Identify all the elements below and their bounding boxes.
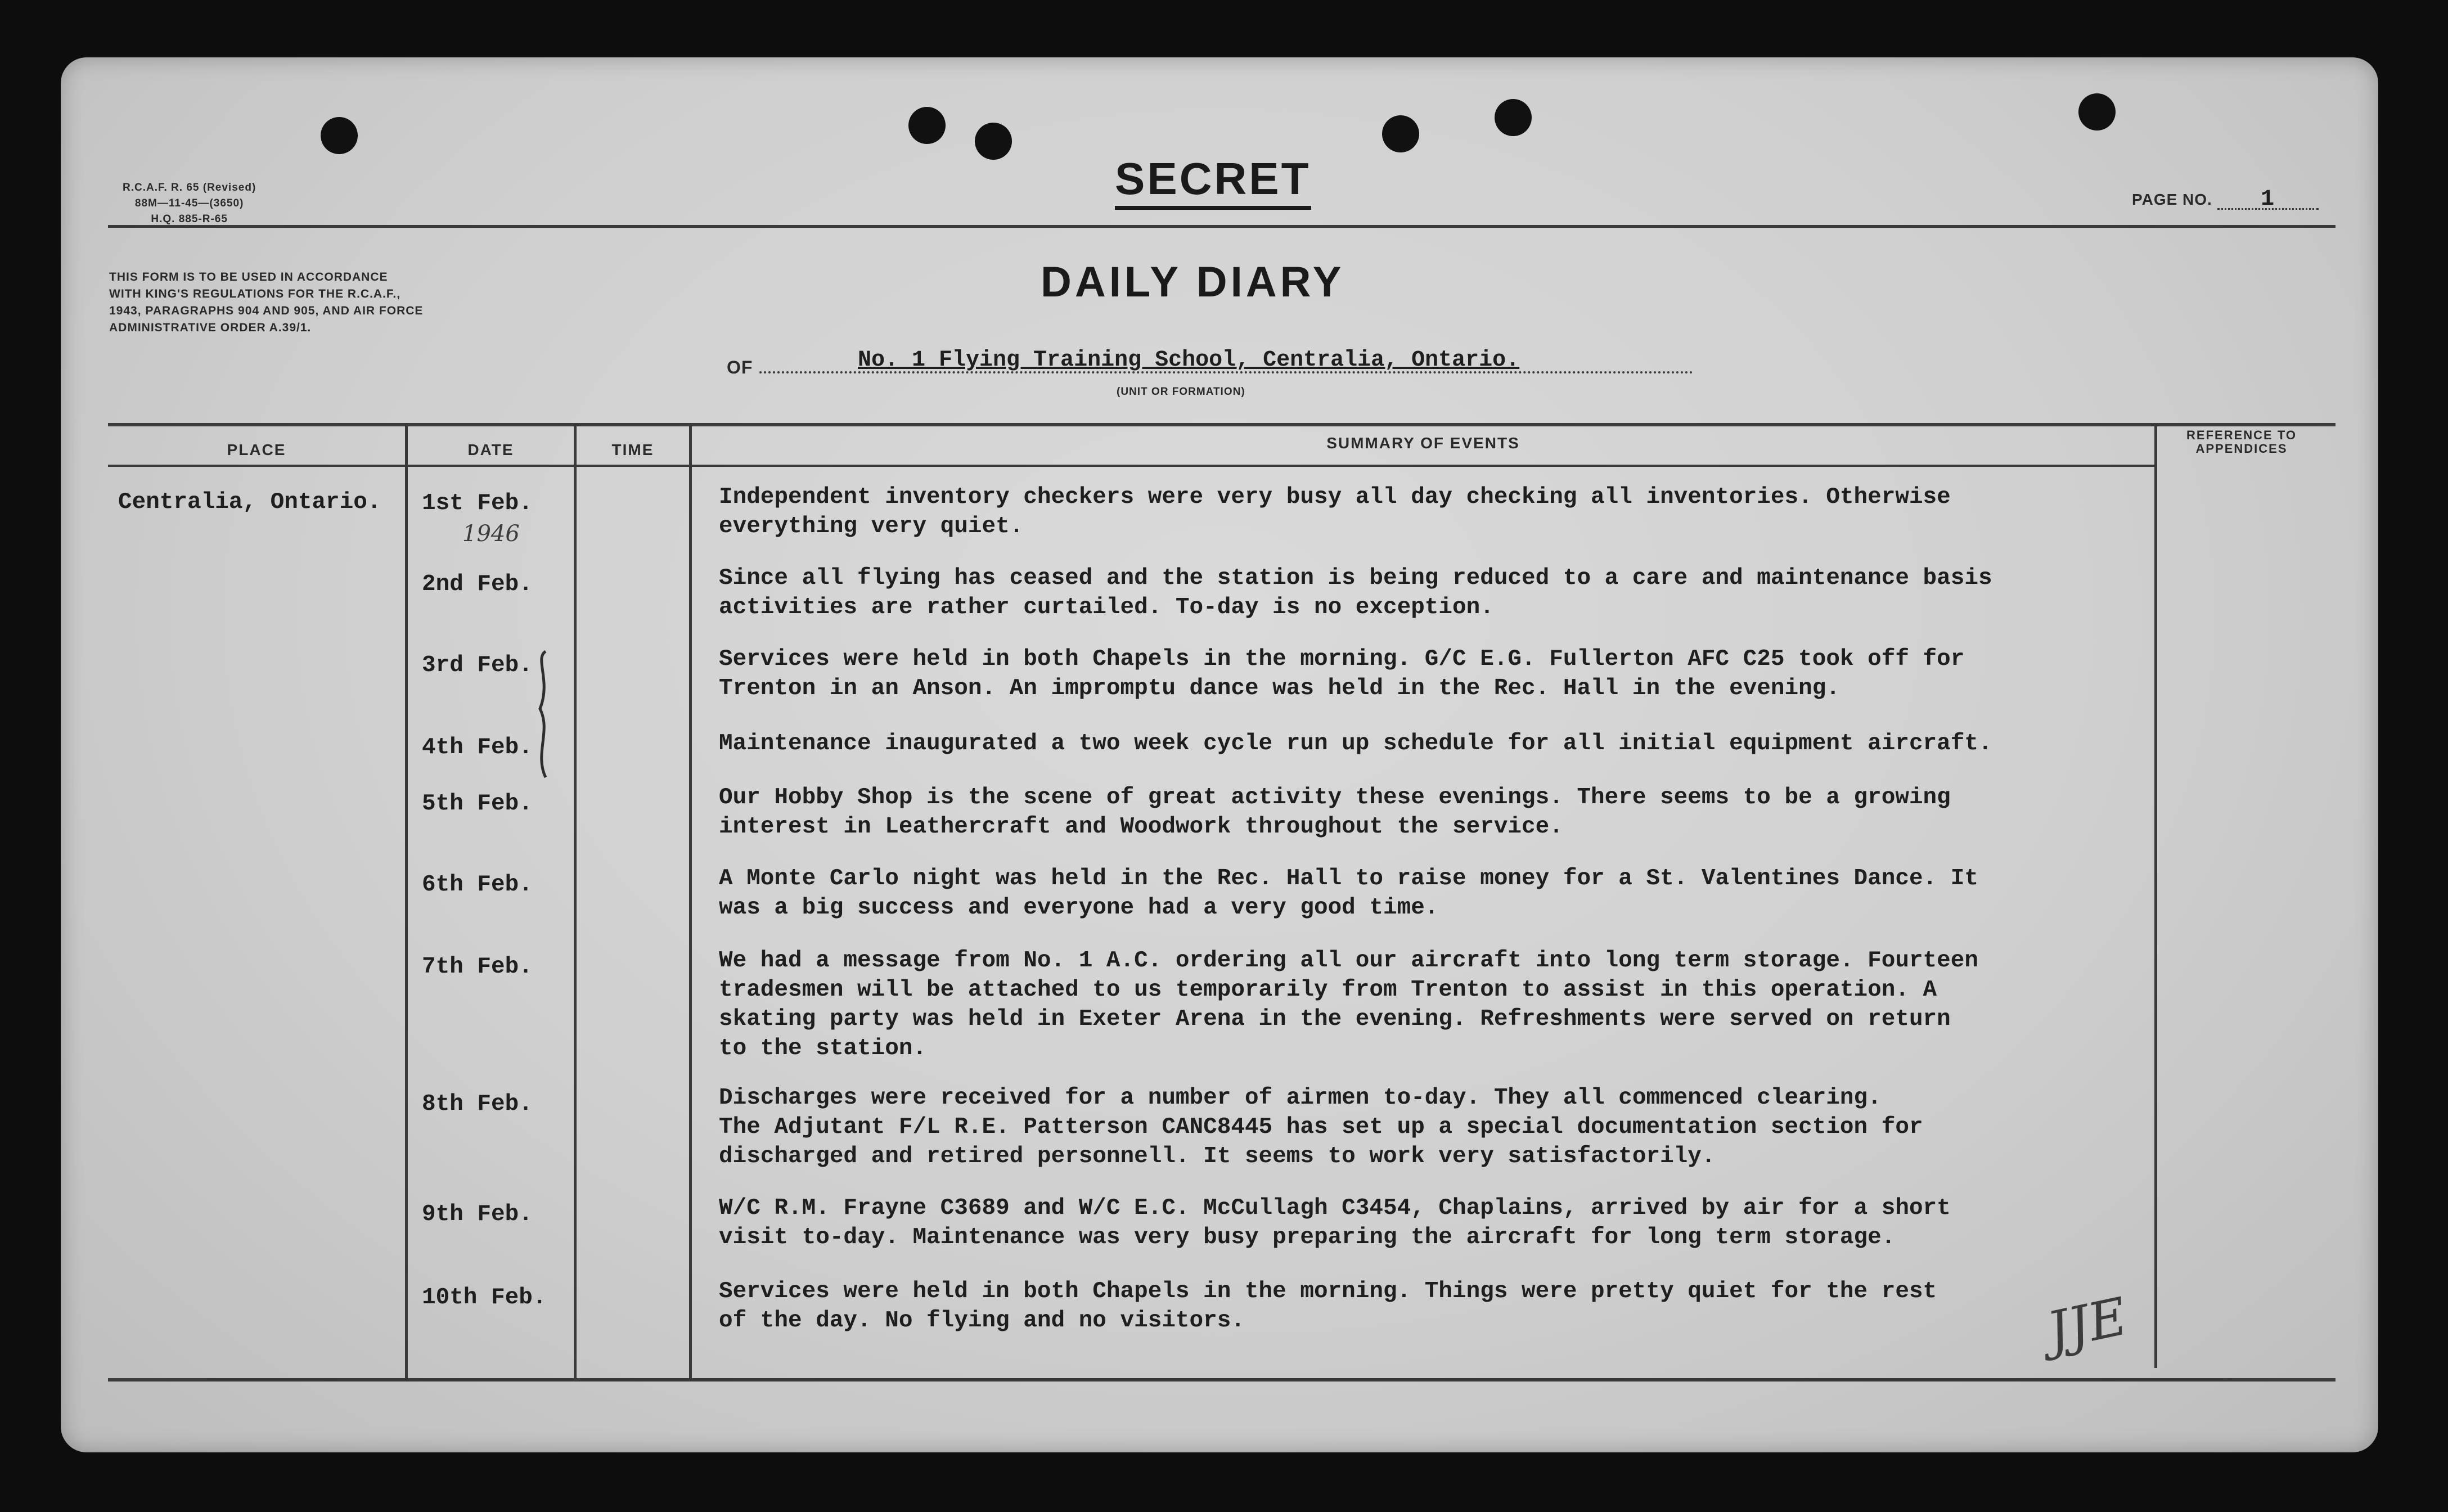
summary-entry: Discharges were received for a number of airmen to-day. They all commenced clearing. The Adjutant F/L R.E. Patterson CANC8445 has set up a special documentation section for discharged and retired personnell. It seems to work very satisfactorily. (719, 1085, 1923, 1169)
page-number: 1 (2217, 191, 2319, 210)
punch-hole-6 (2078, 93, 2116, 130)
date-cell: 6th Feb. (422, 872, 533, 898)
form-number (123, 180, 256, 227)
date-cell: 10th Feb. (422, 1285, 547, 1311)
col-header-date: DATE (467, 441, 514, 458)
unit-caption: (UNIT OR FORMATION) (1117, 386, 1245, 398)
form-number-line-2: 88M—11-45—(3650) (134, 197, 244, 209)
col-header-summary: SUMMARY OF EVENTS (1326, 434, 1520, 452)
punch-hole-2 (908, 107, 946, 144)
instruction-line-4: ADMINISTRATIVE ORDER A.39/1. (109, 321, 312, 334)
summary-entry: Maintenance inaugurated a two week cycle run up schedule for all initial equipment aircraft. (719, 731, 1992, 757)
summary-entry: Services were held in both Chapels in the morning. G/C E.G. Fullerton AFC C25 took off for Trenton in an Anson. An impromptu dance was held in the Rec. Hall in the evening. (719, 646, 1965, 701)
date-cell: 3rd Feb. (422, 652, 533, 678)
diary-title: DAILY DIARY (1041, 258, 1345, 306)
summary-entry: Our Hobby Shop is the scene of great activity these evenings. There seems to be a growing interest in Leathercraft and Woodwork throughout the service. (719, 785, 1951, 840)
date-cell: 2nd Feb. (422, 572, 533, 597)
form-number-line-1: R.C.A.F. R. 65 (Revised) (123, 182, 256, 194)
form-number-line-3: H.Q. 885-R-65 (151, 213, 228, 225)
table-header-rule (108, 465, 2156, 467)
summary-entry: W/C R.M. Frayne C3689 and W/C E.C. McCullagh C3454, Chaplains, arrived by air for a short visit to-day. Maintenance was very busy preparing the aircraft for long term storage. (719, 1195, 1951, 1250)
of-label: OF (727, 357, 753, 377)
summary-entry: We had a message from No. 1 A.C. ordering all our aircraft into long term storage. Fourteen tradesmen will be attached to us temporarily from Trenton to assist in this operation. A skating party was held in Exeter Arena in the evening. Refreshments were served on return to the station. (719, 948, 1978, 1061)
page-number-label (2132, 187, 2319, 212)
date-cell: 7th Feb. (422, 954, 533, 980)
col-header-time: TIME (611, 441, 654, 458)
table-top-rule (108, 423, 2336, 426)
page-label: PAGE NO. (2132, 191, 2212, 208)
classification-heading: SECRET (1115, 152, 1311, 210)
date-cell: 8th Feb. (422, 1091, 533, 1117)
col-header-reference: REFERENCE TO APPENDICES (2186, 428, 2297, 456)
bracket-mark (529, 647, 562, 782)
instruction-line-1: THIS FORM IS TO BE USED IN ACCORDANCE (109, 271, 388, 284)
punch-hole-1 (321, 117, 358, 154)
date-cell: 9th Feb. (422, 1202, 533, 1227)
date-cell: 5th Feb. (422, 791, 533, 817)
unit-name: No. 1 Flying Training School, Centralia, Ontario. (858, 348, 1520, 373)
summary-entry: Services were held in both Chapels in the morning. Things were pretty quiet for the rest of the day. No flying and no visitors. (719, 1279, 1937, 1334)
col-header-place: PLACE (227, 441, 286, 458)
form-instructions (109, 269, 423, 336)
summary-entry: Independent inventory checkers were very busy all day checking all inventories. Otherwise everything very quiet. (719, 484, 1951, 539)
col-divider-3 (689, 423, 692, 1379)
place-cell: Centralia, Ontario. (118, 489, 381, 515)
date-cell: 1st Feb. (422, 490, 533, 516)
punch-hole-4 (1382, 115, 1419, 152)
date-cell: 4th Feb. (422, 735, 533, 760)
signature-initials: JJE (2042, 1286, 2132, 1362)
instruction-line-2: WITH KING'S REGULATIONS FOR THE R.C.A.F., (109, 287, 401, 300)
col-divider-2 (574, 423, 577, 1379)
summary-entry: A Monte Carlo night was held in the Rec. Hall to raise money for a St. Valentines Dance. It was a big success and everyone had a very good time. (719, 866, 1978, 921)
punch-hole-3 (975, 123, 1012, 160)
year-note: 1946 (462, 521, 520, 547)
header-rule (108, 225, 2336, 228)
instruction-line-3: 1943, PARAGRAPHS 904 AND 905, AND AIR FORCE (109, 304, 424, 317)
summary-entry: Since all flying has ceased and the station is being reduced to a care and maintenance basis activities are rather curtailed. To-day is no exception. (719, 565, 1992, 620)
table-bottom-rule (108, 1378, 2336, 1382)
col-divider-1 (405, 423, 408, 1379)
punch-hole-5 (1495, 99, 1532, 136)
